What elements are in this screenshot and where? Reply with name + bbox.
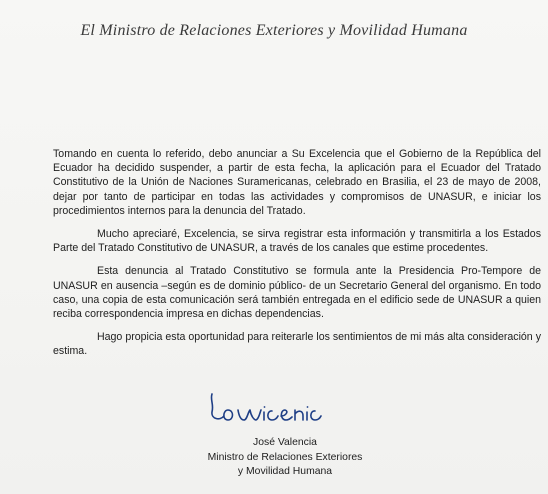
paragraph-3: Esta denuncia al Tratado Constitutivo se formula ante la Presidencia Pro-Tempore de UNASUR en ausencia –según es de dominio público- de un Secretario General del organismo. En todo caso, una copia de esta comunicación será también entregada en el edificio sede de UNASUR a quien reciba correspondencia impresa en dichas dependencias. (53, 265, 541, 321)
signature-block (180, 436, 390, 480)
paragraph-4: Hago propicia esta oportunidad para reiterarle los sentimientos de mi más alta consideración y estima. (53, 331, 541, 358)
signature-dot (264, 406, 266, 408)
paragraph-2: Mucho apreciaré, Excelencia, se sirva registrar esta información y transmitirla a los Estados Parte del Tratado Constitutivo de UNASUR, a través de los canales que estime procedentes. (53, 228, 541, 255)
handwritten-signature (206, 392, 356, 430)
signatory-title: Ministro de Relaciones Exteriores (207, 451, 363, 463)
signatory-name: José Valencia (253, 437, 317, 448)
paragraph-1: Tomando en cuenta lo referido, debo anunciar a Su Excelencia que el Gobierno de la República del Ecuador ha decidido suspender, a partir de esta fecha, la aplicación para el Ecuador del Tratado Constitutivo de la Unión de Naciones Suramericanas, celebrado en Brasilia, el 23 de mayo de 2008, dejar por tanto de participar en todas las actividades y compromisos de UNASUR, e iniciar los procedimientos internos para la denuncia del Tratado. (53, 148, 541, 217)
signatory-title-cont: y Movilidad Humana (237, 466, 333, 477)
signature-stroke (211, 394, 321, 420)
letterhead-title: El Ministro de Relaciones Exteriores y Movilidad Humana (80, 22, 468, 39)
letter-body (53, 147, 541, 368)
signature-dot (307, 406, 309, 408)
